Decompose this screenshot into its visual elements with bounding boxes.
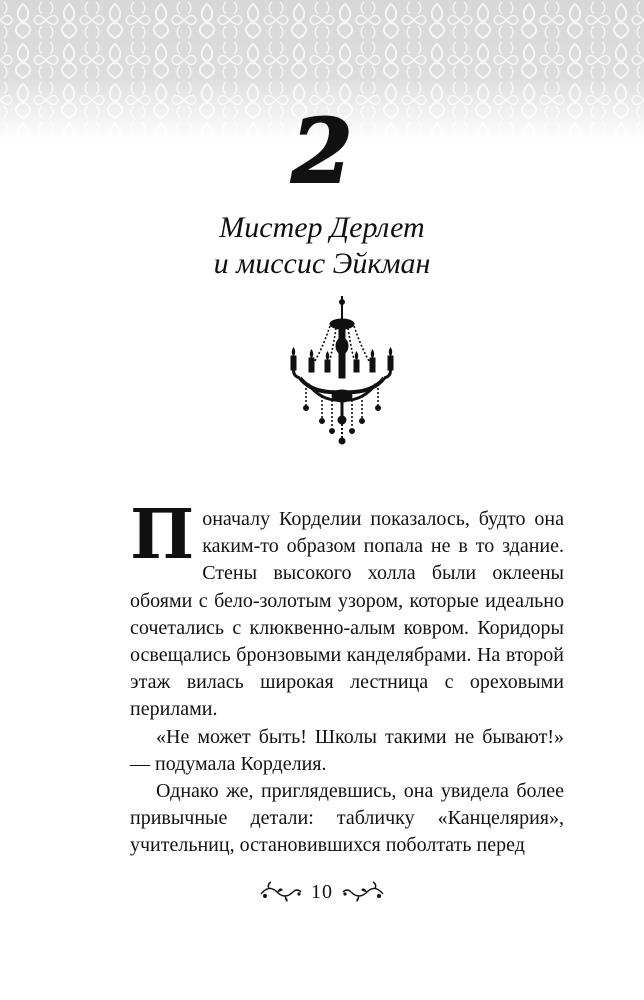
floral-flourish-right-icon <box>341 880 385 904</box>
floral-flourish-left-icon <box>259 880 303 904</box>
chapter-title-line-2: и миссис Эйкман <box>213 247 431 280</box>
chapter-title-line-1: Мистер Дерлет <box>219 211 425 244</box>
chapter-body <box>130 495 564 860</box>
chapter-number-glyph <box>262 104 382 200</box>
paragraph-1-text: оначалу Корделии показалось, будто она каким-то образом попала не в то здание. Стены высокого холла были оклеены обоями с бело-золотым узором, которые идеально сочетались с клюквенно-алым ковром. Коридоры освещались бронзовыми канделябрами. На второй этаж вилась широкая лестница с ореховыми перилами. <box>130 508 564 721</box>
paragraph-3: Однако же, приглядевшись, она увидела более привычные детали: табличку «Канцелярия», учительниц, остановившихся поболтать перед <box>130 780 564 857</box>
chapter-number <box>0 104 644 200</box>
chapter-title <box>0 210 644 282</box>
paragraph-1 <box>130 495 564 724</box>
chandelier-icon <box>282 296 402 446</box>
chapter-number-text: 2 <box>291 104 353 200</box>
page-footer <box>0 880 644 910</box>
page-number: 10 <box>311 880 333 903</box>
paragraph-2: «Не может быть! Школы такими не бывают!» — подумала Корделия. <box>130 725 564 775</box>
dropcap-letter: П <box>130 495 195 575</box>
chapter-illustration <box>282 296 402 446</box>
